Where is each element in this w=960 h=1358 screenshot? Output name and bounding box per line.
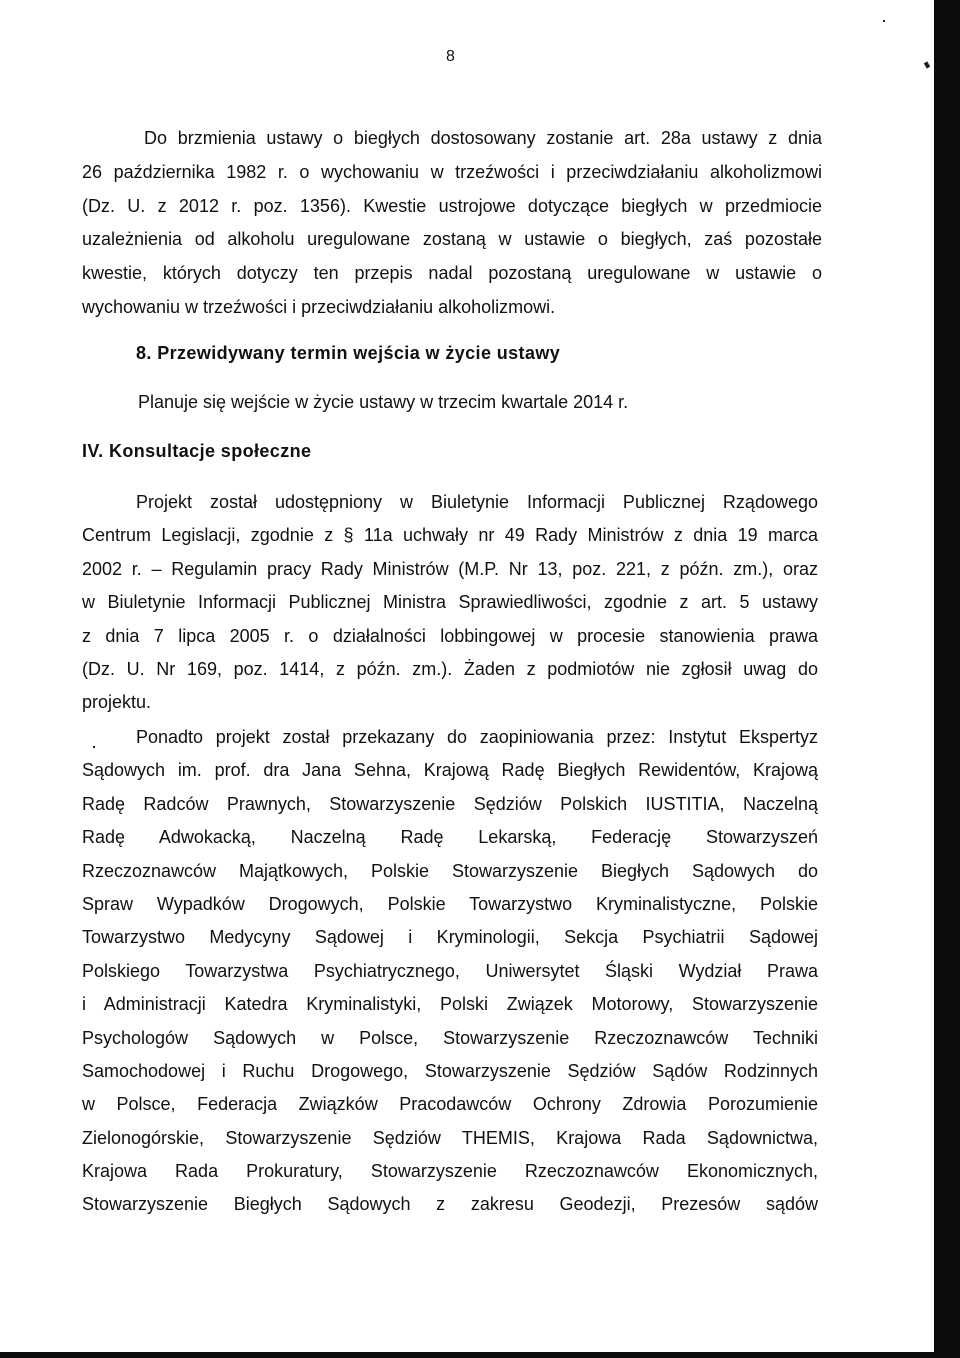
paragraph-line: projektu. — [82, 692, 152, 713]
paragraph-line: Centrum Legislacji, zgodnie z § 11a uchwały nr 49 Rady Ministrów z dnia 19 marca — [82, 525, 818, 546]
paragraph-line: wychowaniu w trzeźwości i przeciwdziałaniu alkoholizmowi. — [82, 296, 556, 317]
paragraph-line: (Dz. U. z 2012 r. poz. 1356). Kwestie ustrojowe dotyczące biegłych w przedmiocie — [82, 195, 822, 216]
scan-speck — [924, 61, 930, 68]
paragraph-line: Samochodowej i Ruchu Drogowego, Stowarzyszenie Sędziów Sądów Rodzinnych — [82, 1060, 818, 1081]
paragraph-line: Polskiego Towarzystwa Psychiatrycznego, Uniwersytet Śląski Wydział Prawa — [82, 960, 818, 981]
section-iv-heading: IV. Konsultacje społeczne — [82, 441, 312, 461]
scan-edge-right — [934, 0, 960, 1358]
paragraph-line: kwestie, których dotyczy ten przepis nadal pozostaną uregulowane w ustawie o — [82, 263, 822, 284]
scan-speck — [883, 20, 885, 22]
paragraph-line: Spraw Wypadków Drogowych, Polskie Towarzystwo Kryminalistyczne, Polskie — [82, 893, 818, 914]
paragraph-line: Psychologów Sądowych w Polsce, Stowarzyszenie Rzeczoznawców Techniki — [82, 1027, 818, 1048]
scan-edge-bottom — [0, 1352, 960, 1358]
paragraph-line: i Administracji Katedra Kryminalistyki, Polski Związek Motorowy, Stowarzyszenie — [82, 994, 818, 1015]
paragraph-line: (Dz. U. Nr 169, poz. 1414, z późn. zm.). Żaden z podmiotów nie zgłosił uwag do — [82, 658, 818, 679]
paragraph-line: w Polsce, Federacja Związków Pracodawców Ochrony Zdrowia Porozumienie — [82, 1094, 818, 1115]
paragraph-line: w Biuletynie Informacji Publicznej Ministra Sprawiedliwości, zgodnie z art. 5 ustawy — [82, 592, 818, 613]
paragraph-line: 2002 r. – Regulamin pracy Rady Ministrów (M.P. Nr 13, poz. 221, z późn. zm.), oraz — [82, 558, 818, 579]
paragraph-line: Towarzystwo Medycyny Sądowej i Kryminologii, Sekcja Psychiatrii Sądowej — [82, 927, 818, 948]
paragraph-line: Stowarzyszenie Biegłych Sądowych z zakresu Geodezji, Prezesów sądów — [82, 1194, 818, 1215]
paragraph-line: uzależnienia od alkoholu uregulowane zostaną w ustawie o biegłych, zaś pozostałe — [82, 229, 822, 250]
paragraph-line: Do brzmienia ustawy o biegłych dostosowany zostanie art. 28a ustawy z dnia — [144, 128, 822, 148]
paragraph-line: Rzeczoznawców Majątkowych, Polskie Stowarzyszenie Biegłych Sądowych do — [82, 860, 818, 881]
paragraph-line: z dnia 7 lipca 2005 r. o działalności lobbingowej w procesie stanowienia prawa — [82, 625, 818, 646]
paragraph-line: Krajowa Rada Prokuratury, Stowarzyszenie Rzeczoznawców Ekonomicznych, — [82, 1161, 818, 1182]
paragraph-line: Radę Adwokacką, Naczelną Radę Lekarską, Federację Stowarzyszeń — [82, 827, 818, 848]
paragraph-line: Radę Radców Prawnych, Stowarzyszenie Sędziów Polskich IUSTITIA, Naczelną — [82, 793, 818, 814]
paragraph-consultation — [82, 486, 818, 720]
page-number: 8 — [446, 48, 456, 65]
paragraph-line: Sądowych im. prof. dra Jana Sehna, Krajową Radę Biegłych Rewidentów, Krajową — [82, 760, 818, 781]
paragraph-line: 26 października 1982 r. o wychowaniu w trzeźwości i przeciwdziałaniu alkoholizmowi — [82, 161, 822, 182]
paragraph-line: Projekt został udostępniony w Biuletynie Informacji Publicznej Rządowego — [136, 492, 818, 512]
paragraph-opinion-list — [82, 721, 818, 1222]
paragraph-line: Ponadto projekt został przekazany do zaopiniowania przez: Instytut Ekspertyz — [136, 727, 818, 747]
paragraph-line: Zielonogórskie, Stowarzyszenie Sędziów THEMIS, Krajowa Rada Sądownictwa, — [82, 1127, 818, 1148]
section-8-text: Planuje się wejście w życie ustawy w trzecim kwartale 2014 r. — [138, 392, 629, 412]
paragraph-breglych-alcohol — [82, 122, 822, 325]
section-8-heading: 8. Przewidywany termin wejścia w życie ustawy — [136, 343, 561, 363]
